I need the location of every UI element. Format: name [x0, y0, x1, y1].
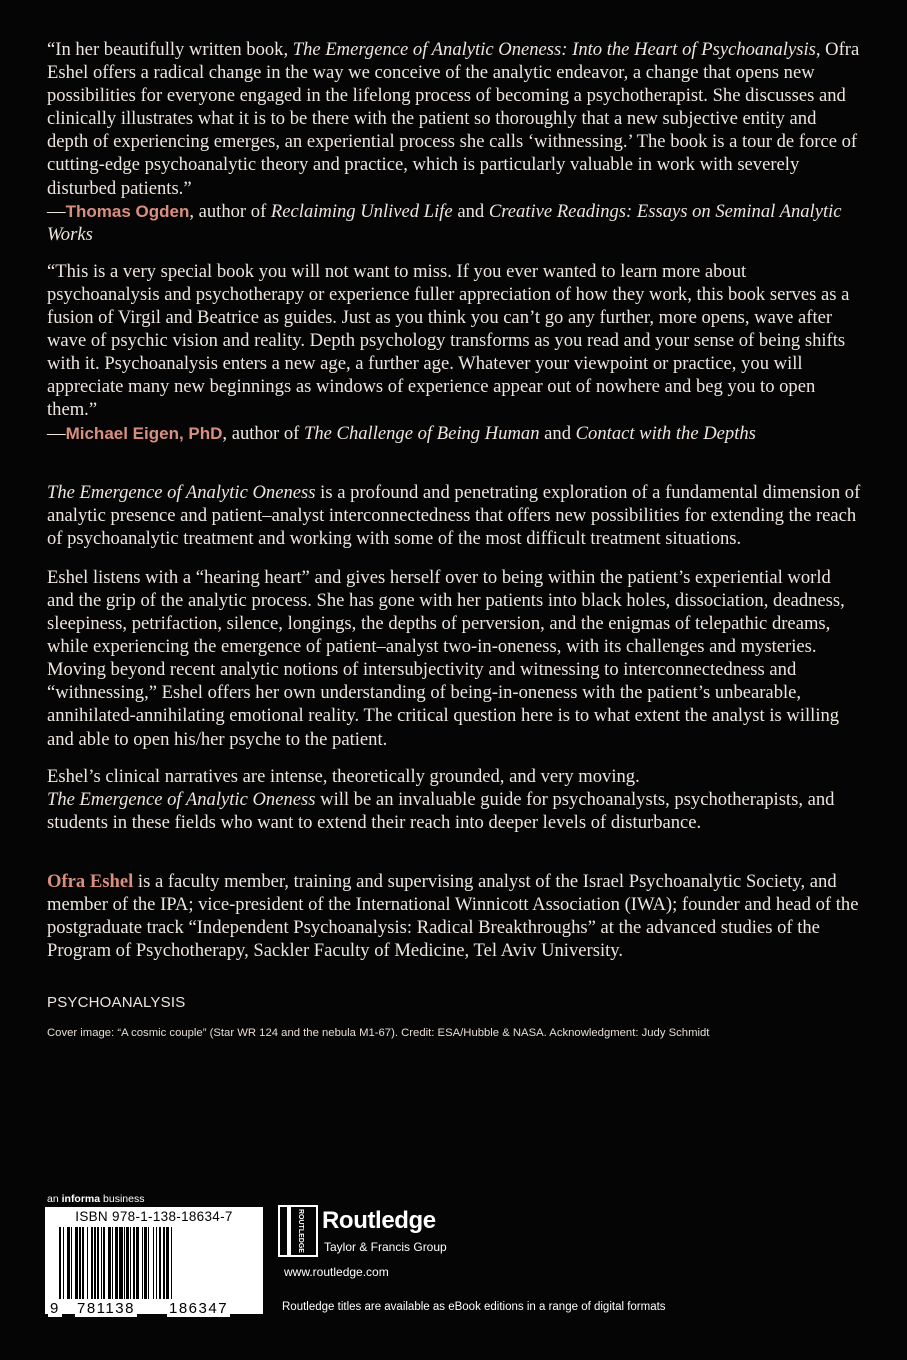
- ean-left-digits: 781138: [77, 1300, 135, 1317]
- barcode-bar: [67, 1227, 69, 1299]
- endorser-work: The Challenge of Being Human: [304, 422, 540, 444]
- routledge-logo-icon: [278, 1205, 318, 1257]
- paragraph-text: is a profound and penetrating exploration of a fundamental dimension of analytic presence and patient–analyst interconnectedness that offers new possibilities for extending the reach of psychoanalytic treatment and working with some of the most difficult treatment situations.: [47, 481, 861, 549]
- paragraph-text: Eshel’s clinical narratives are intense, theoretically grounded, and very moving.: [47, 765, 640, 787]
- book-title: The Emergence of Analytic Oneness: Into the Heart of Psychoanalysis: [292, 39, 816, 60]
- description-paragraph-1: [47, 481, 862, 550]
- barcode-bar: [153, 1227, 154, 1299]
- endorsement-attribution: [47, 422, 862, 445]
- informa-prefix: an: [47, 1193, 62, 1205]
- ean-right-digits: 186347: [169, 1300, 229, 1317]
- barcode-bar: [130, 1227, 131, 1299]
- barcode-bar: [82, 1227, 84, 1299]
- barcode-bar: [112, 1227, 113, 1299]
- barcode-bar: [79, 1227, 80, 1299]
- attr-text: and: [452, 200, 489, 222]
- cover-image-credit: Cover image: “A cosmic couple” (Star WR 124 and the nebula M1-67). Credit: ESA/Hubble & NASA. Acknowledgment: Judy Schmidt: [47, 1027, 710, 1040]
- barcode-bar: [163, 1227, 164, 1299]
- barcode-bar: [119, 1227, 123, 1299]
- barcode-bar: [148, 1227, 149, 1299]
- barcode-bar: [156, 1227, 157, 1299]
- dash: —: [47, 200, 66, 222]
- endorsement-attribution: [47, 200, 862, 246]
- barcode-bar: [87, 1227, 88, 1299]
- attr-text: and: [539, 422, 576, 444]
- barcode-bar: [115, 1227, 117, 1299]
- endorsement-quote: [47, 38, 862, 200]
- barcode-bar: [94, 1227, 96, 1299]
- barcode-bar: [133, 1227, 134, 1299]
- attr-text: , author of: [222, 422, 304, 444]
- barcode-bar: [142, 1227, 143, 1299]
- barcode-bar: [101, 1227, 102, 1299]
- endorsement-ogden: [47, 38, 862, 246]
- quote-text: “In her beautifully written book,: [47, 39, 293, 60]
- barcode-bar: [63, 1227, 64, 1299]
- description-paragraph-2: Eshel listens with a “hearing heart” and gives herself over to being within the patient’s experiential world and the grip of the analytic process. She has gone with her patients into black holes, dissociation, deadness, sleepiness, petrifaction, silence, longings, the depths of perversion, and the enigmas of telepathic dreams, while experiencing the emergence of patient–analyst two-in-oneness, with its challenges and mysteries. Moving beyond recent analytic notions of intersubjectivity and witnessing to interconnectedness and “withnessing,” Eshel offers her own understanding of being-in-oneness with the patient’s unbearable, annihilated-annihilating emotional reality. The critical question here is to what extent the analyst is willing and able to open his/her psyche to the patient.: [47, 566, 845, 750]
- back-cover-text: [47, 38, 862, 1039]
- endorser-name: Thomas Ogden: [65, 201, 190, 221]
- barcode-bar: [91, 1227, 92, 1299]
- book-title: The Emergence of Analytic Oneness: [47, 788, 316, 810]
- barcode-bar: [144, 1227, 146, 1299]
- barcode-bar: [136, 1227, 140, 1299]
- barcode-bar: [166, 1227, 170, 1299]
- informa-suffix: business: [100, 1193, 145, 1205]
- barcode-bar: [159, 1227, 161, 1299]
- quote-text: , Ofra Eshel offers a radical change in the way we conceive of the analytic endeavor, a change that opens new possibilities for everyone engaged in the lifelong process of becoming a psychotherapist. She discusses and clinically illustrates what it is to be there with the patient so thoroughly that a new subjective entity and depth of experiencing emerges, an experiential process she calls ‘withnessing.’ The book is a tour de force of cutting-edge psychoanalytic theory and practice, which is particularly valuable in work with severely disturbed patients.”: [47, 39, 860, 199]
- barcode-bar: [103, 1227, 104, 1299]
- endorsement-eigen: [47, 260, 862, 445]
- ean-lead-digit: 9: [50, 1300, 60, 1317]
- informa-brand: informa: [61, 1193, 101, 1205]
- endorsement-quote: “This is a very special book you will not want to miss. If you ever wanted to learn more about psychoanalysis and psychotherapy or experience fuller appreciation of how they work, this book serves as a fusion of Virgil and Beatrice as guides. Just as you think you can’t go any further, more opens, wave after wave of psychic vision and reality. Depth psychology transforms as you read and your sense of being shifts with it. Psychoanalysis enters a new age, a further age. Whatever your viewpoint or practice, you will appreciate many new beginnings as windows of experience appear out of nowhere and beg you to open them.”: [47, 260, 850, 421]
- barcode-bar: [108, 1227, 110, 1299]
- publisher-url[interactable]: www.routledge.com: [284, 1265, 389, 1279]
- barcode-bar: [71, 1227, 72, 1299]
- barcode-bar: [59, 1227, 61, 1299]
- informa-business-tag: [47, 1193, 144, 1205]
- barcode-bars: [59, 1227, 255, 1299]
- barcode-bar: [126, 1227, 128, 1299]
- subject-category: PSYCHOANALYSIS: [47, 994, 186, 1012]
- book-title: The Emergence of Analytic Oneness: [47, 481, 316, 503]
- barcode-bar: [171, 1227, 172, 1299]
- author-name: Ofra Eshel: [47, 870, 134, 892]
- isbn-barcode: [45, 1207, 263, 1317]
- isbn-number: ISBN 978-1-138-18634-7: [75, 1209, 233, 1224]
- logo-text: ROUTLEDGE: [297, 1209, 304, 1253]
- endorser-work: Reclaiming Unlived Life: [270, 200, 453, 222]
- barcode-bar: [97, 1227, 98, 1299]
- publisher-name: Routledge: [322, 1207, 436, 1234]
- description-paragraph-3: [47, 765, 862, 834]
- endorser-work: Contact with the Depths: [575, 422, 756, 444]
- ebook-note: Routledge titles are available as eBook editions in a range of digital formats: [282, 1301, 666, 1313]
- bio-text: is a faculty member, training and supervising analyst of the Israel Psychoanalytic Society, and member of the IPA; vice-president of the International Winnicott Association (IWA); founder and head of the postgraduate track “Independent Psychoanalysis: Radical Breakthroughs” at the advanced studies of the Program of Psychotherapy, Sackler Faculty of Medicine, Tel Aviv University.: [47, 870, 859, 962]
- paragraph-text: will be an invaluable guide for psychoanalysts, psychotherapists, and students in these fields who want to extend their reach into deeper levels of disturbance.: [47, 788, 835, 833]
- endorser-name: Michael Eigen, PhD: [65, 423, 223, 443]
- dash: —: [47, 422, 66, 444]
- endorser-work: Creative Readings: Essays on Seminal Analytic Works: [47, 200, 842, 245]
- attr-text: , author of: [189, 200, 271, 222]
- barcode-bar: [75, 1227, 79, 1299]
- author-bio: [47, 870, 862, 962]
- publisher-group: Taylor & Francis Group: [324, 1240, 447, 1254]
- barcode-bar: [124, 1227, 125, 1299]
